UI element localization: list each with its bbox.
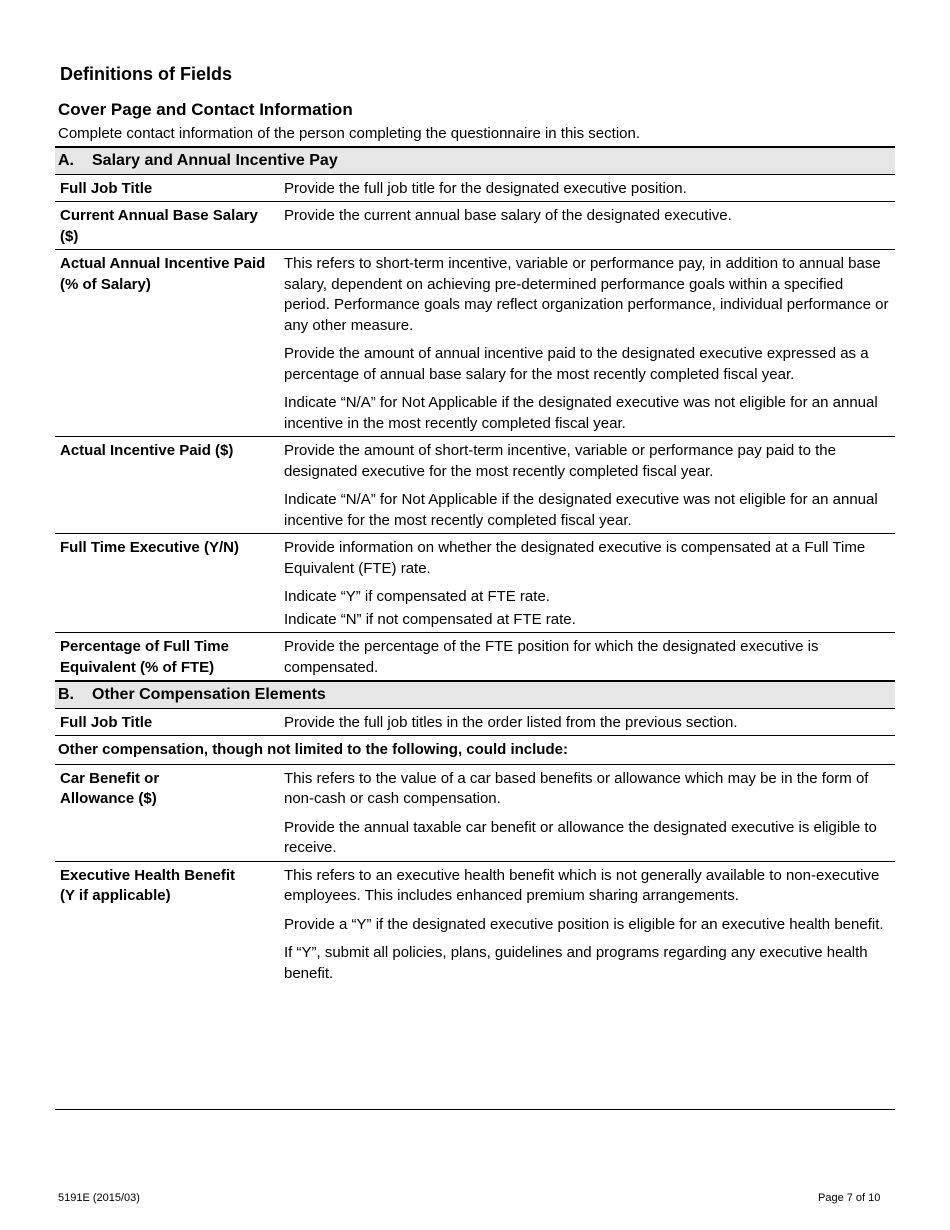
description-paragraph: Provide the amount of short-term incentive, variable or performance pay paid to the designated executive for the most recently completed fiscal year. bbox=[284, 442, 836, 480]
field-name-line: Executive Health Benefit bbox=[60, 866, 236, 884]
table-row bbox=[55, 708, 895, 736]
description-paragraph: If “Y”, submit all policies, plans, guidelines and programs regarding any executive health benefit. bbox=[284, 944, 868, 982]
description-paragraph: Provide the full job title for the designated executive position. bbox=[284, 179, 687, 197]
description-paragraph: Provide the percentage of the FTE position for which the designated executive is compensated. bbox=[284, 638, 819, 676]
page-title: Definitions of Fields bbox=[60, 64, 233, 84]
table-row bbox=[55, 202, 895, 250]
table-row bbox=[55, 861, 895, 986]
description-paragraph: Provide the annual taxable car benefit or allowance the designated executive is eligible to receive. bbox=[284, 818, 877, 856]
description-paragraph: This refers to short-term incentive, variable or performance pay, in addition to annual base salary, dependent on achieving pre-determined performance goals within a specified period. Performance goals may reflect organization performance, individual performance or any other measure. bbox=[284, 255, 889, 334]
description-paragraph: Indicate “Y” if compensated at FTE rate. bbox=[284, 588, 550, 605]
section-b-title: Other Compensation Elements bbox=[92, 686, 326, 703]
table-row bbox=[55, 174, 895, 202]
description-paragraph: Indicate “N/A” for Not Applicable if the designated executive was not eligible for an annual incentive for the most recently completed fiscal year. bbox=[284, 491, 878, 529]
field-name-line: Allowance ($) bbox=[60, 790, 157, 807]
description-paragraph: This refers to an executive health benefit which is not generally available to non-executive employees. This includes enhanced premium sharing arrangements. bbox=[284, 866, 880, 904]
description-paragraph: Provide the full job titles in the order listed from the previous section. bbox=[284, 713, 738, 731]
field-description bbox=[279, 437, 895, 534]
field-name: Percentage of Full Time Equivalent (% of FTE) bbox=[55, 633, 279, 682]
field-name bbox=[55, 764, 279, 861]
field-description bbox=[279, 534, 895, 633]
definitions-table bbox=[55, 146, 895, 986]
form-code: 5191E (2015/03) bbox=[58, 1192, 140, 1204]
cover-section-title: Cover Page and Contact Information bbox=[58, 100, 353, 119]
table-row bbox=[55, 534, 895, 633]
field-name bbox=[55, 861, 279, 986]
description-paragraph: Provide the amount of annual incentive paid to the designated executive expressed as a percentage of annual base salary for the most recently completed fiscal year. bbox=[284, 345, 869, 383]
field-name: Full Job Title bbox=[55, 174, 279, 202]
description-paragraph: Provide a “Y” if the designated executive position is eligible for an executive health benefit. bbox=[284, 915, 884, 933]
cover-section-description: Complete contact information of the person completing the questionnaire in this section. bbox=[58, 125, 640, 142]
field-name: Current Annual Base Salary ($) bbox=[55, 202, 279, 250]
description-paragraph: Provide the current annual base salary of the designated executive. bbox=[284, 207, 732, 224]
field-name: Actual Annual Incentive Paid (% of Salary) bbox=[55, 250, 279, 437]
table-row bbox=[55, 437, 895, 534]
field-description bbox=[279, 764, 895, 861]
field-description bbox=[279, 633, 895, 682]
section-a-title: Salary and Annual Incentive Pay bbox=[92, 152, 338, 169]
table-row bbox=[55, 250, 895, 437]
description-paragraph: Indicate “N” if not compensated at FTE rate. bbox=[284, 610, 576, 628]
table-row bbox=[55, 633, 895, 682]
field-name: Full Time Executive (Y/N) bbox=[55, 534, 279, 633]
field-description bbox=[279, 708, 895, 736]
field-description bbox=[279, 174, 895, 202]
page-number: Page 7 of 10 bbox=[818, 1192, 881, 1204]
section-b-note: Other compensation, though not limited to the following, could include: bbox=[55, 736, 895, 765]
description-paragraph: This refers to the value of a car based benefits or allowance which may be in the form of non-cash or cash compensation. bbox=[284, 769, 869, 807]
field-name: Full Job Title bbox=[55, 708, 279, 736]
description-paragraph: Indicate “N/A” for Not Applicable if the designated executive was not eligible for an annual incentive in the most recently completed fiscal year. bbox=[284, 394, 878, 432]
section-b-header bbox=[55, 681, 895, 708]
section-a-letter: A. bbox=[58, 152, 74, 169]
field-description bbox=[279, 250, 895, 437]
section-b-letter: B. bbox=[58, 686, 74, 703]
field-description bbox=[279, 202, 895, 250]
description-paragraph: Provide information on whether the designated executive is compensated at a Full Time Equivalent (FTE) rate. bbox=[284, 539, 866, 577]
field-name: Actual Incentive Paid ($) bbox=[55, 437, 279, 534]
section-b-note-row bbox=[55, 736, 895, 765]
field-name-line: (Y if applicable) bbox=[60, 887, 171, 904]
field-description bbox=[279, 861, 895, 986]
table-row bbox=[55, 764, 895, 861]
footer-divider bbox=[55, 1109, 895, 1110]
field-name-line: Car Benefit or bbox=[60, 769, 160, 787]
section-a-header bbox=[55, 147, 895, 174]
